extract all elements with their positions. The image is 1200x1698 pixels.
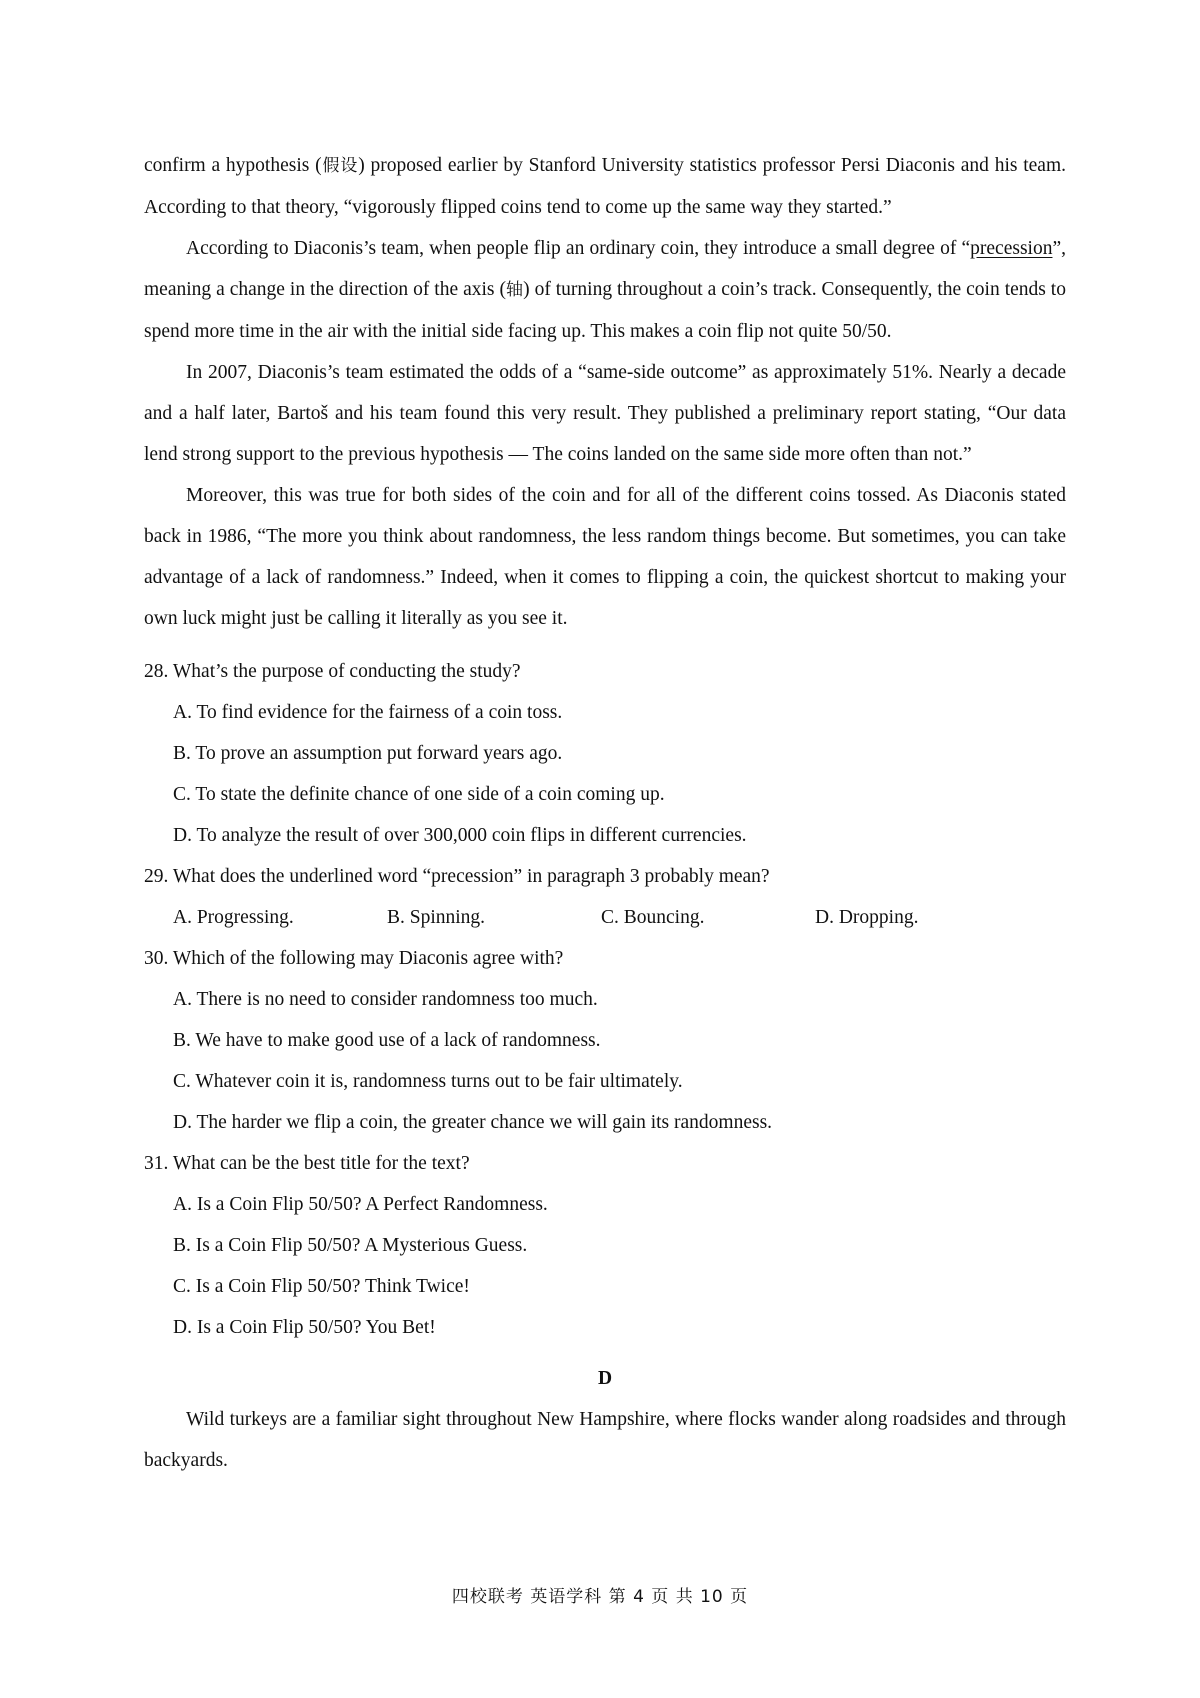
option-c: C. Whatever coin it is, randomness turns out to be fair ultimately. xyxy=(173,1071,683,1092)
option-a: A. Progressing. xyxy=(173,907,294,928)
option-a: A. To find evidence for the fairness of a coin toss. xyxy=(173,702,563,723)
p2-text-b: ”, meaning a change in the direction of the axis ( xyxy=(144,238,1066,300)
option-c: C. To state the definite chance of one side of a coin coming up. xyxy=(173,784,665,805)
passage-paragraph-3: In 2007, Diaconis’s team estimated the odds of a “same-side outcome” as approximately 51%. Nearly a decade and a half later, Bartoš and his team found this very result. They published a preliminary report stating, “Our data lend strong support to the previous hypothesis — The coins landed on the same side more often than not.” xyxy=(144,362,1066,465)
passage-paragraph-4: Moreover, this was true for both sides of the coin and for all of the different coins tossed. As Diaconis stated back in 1986, “The more you think about randomness, the less random things become. But sometimes, you can take advantage of a lack of randomness.” Indeed, when it comes to flipping a coin, the quickest shortcut to making your own luck might just be calling it literally as you see it. xyxy=(144,485,1066,629)
page-content xyxy=(144,145,1066,1481)
passage-paragraph-2 xyxy=(144,228,1066,352)
question-stem: 31. What can be the best title for the text? xyxy=(144,1153,470,1174)
question-list xyxy=(144,651,1066,1348)
p2-gloss: 轴 xyxy=(505,280,524,300)
question-30 xyxy=(144,938,1066,1143)
option-c: C. Bouncing. xyxy=(601,907,705,928)
question-31 xyxy=(144,1143,1066,1348)
underlined-word: precession xyxy=(970,238,1053,259)
option-d: D. The harder we flip a coin, the greater chance we will gain its randomness. xyxy=(173,1112,773,1133)
section-heading-d: D xyxy=(597,1368,613,1389)
option-a: A. There is no need to consider randomness too much. xyxy=(173,989,598,1010)
question-29 xyxy=(144,856,1066,938)
p2-text-a: According to Diaconis’s team, when people flip an ordinary coin, they introduce a small degree of “ xyxy=(186,238,971,259)
option-b: B. We have to make good use of a lack of randomness. xyxy=(173,1030,601,1051)
p1-gloss: 假设 xyxy=(321,156,359,176)
question-28 xyxy=(144,651,1066,856)
question-stem: 29. What does the underlined word “precession” in paragraph 3 probably mean? xyxy=(144,866,770,887)
option-a: A. Is a Coin Flip 50/50? A Perfect Randomness. xyxy=(173,1194,548,1215)
option-d: D. To analyze the result of over 300,000 coin flips in different currencies. xyxy=(173,825,747,846)
question-stem: 28. What’s the purpose of conducting the study? xyxy=(144,661,521,682)
p1-text-b: ) proposed earlier by Stanford University statistics professor Persi Diaconis and his team. According to that theory, “vigorously flipped coins tend to come up the same way they started.” xyxy=(144,155,1066,218)
page-footer: 四校联考 英语学科 第 4 页 共 10 页 xyxy=(451,1587,749,1607)
option-d: D. Dropping. xyxy=(815,907,919,928)
option-b: B. Is a Coin Flip 50/50? A Mysterious Guess. xyxy=(173,1235,528,1256)
option-c: C. Is a Coin Flip 50/50? Think Twice! xyxy=(173,1276,470,1297)
option-b: B. Spinning. xyxy=(387,907,486,928)
p2-text-c: ) of turning throughout a coin’s track. Consequently, the coin tends to spend more time in the air with the initial side facing up. This makes a coin flip not quite 50/50. xyxy=(144,279,1066,342)
question-stem: 30. Which of the following may Diaconis agree with? xyxy=(144,948,564,969)
p1-text-a: confirm a hypothesis ( xyxy=(144,155,322,176)
option-b: B. To prove an assumption put forward years ago. xyxy=(173,743,563,764)
option-row xyxy=(144,897,1066,938)
section-d-paragraph-1: Wild turkeys are a familiar sight throughout New Hampshire, where flocks wander along roadsides and through backyards. xyxy=(144,1409,1066,1471)
option-d: D. Is a Coin Flip 50/50? You Bet! xyxy=(173,1317,436,1338)
passage-paragraph-1 xyxy=(144,145,1066,228)
